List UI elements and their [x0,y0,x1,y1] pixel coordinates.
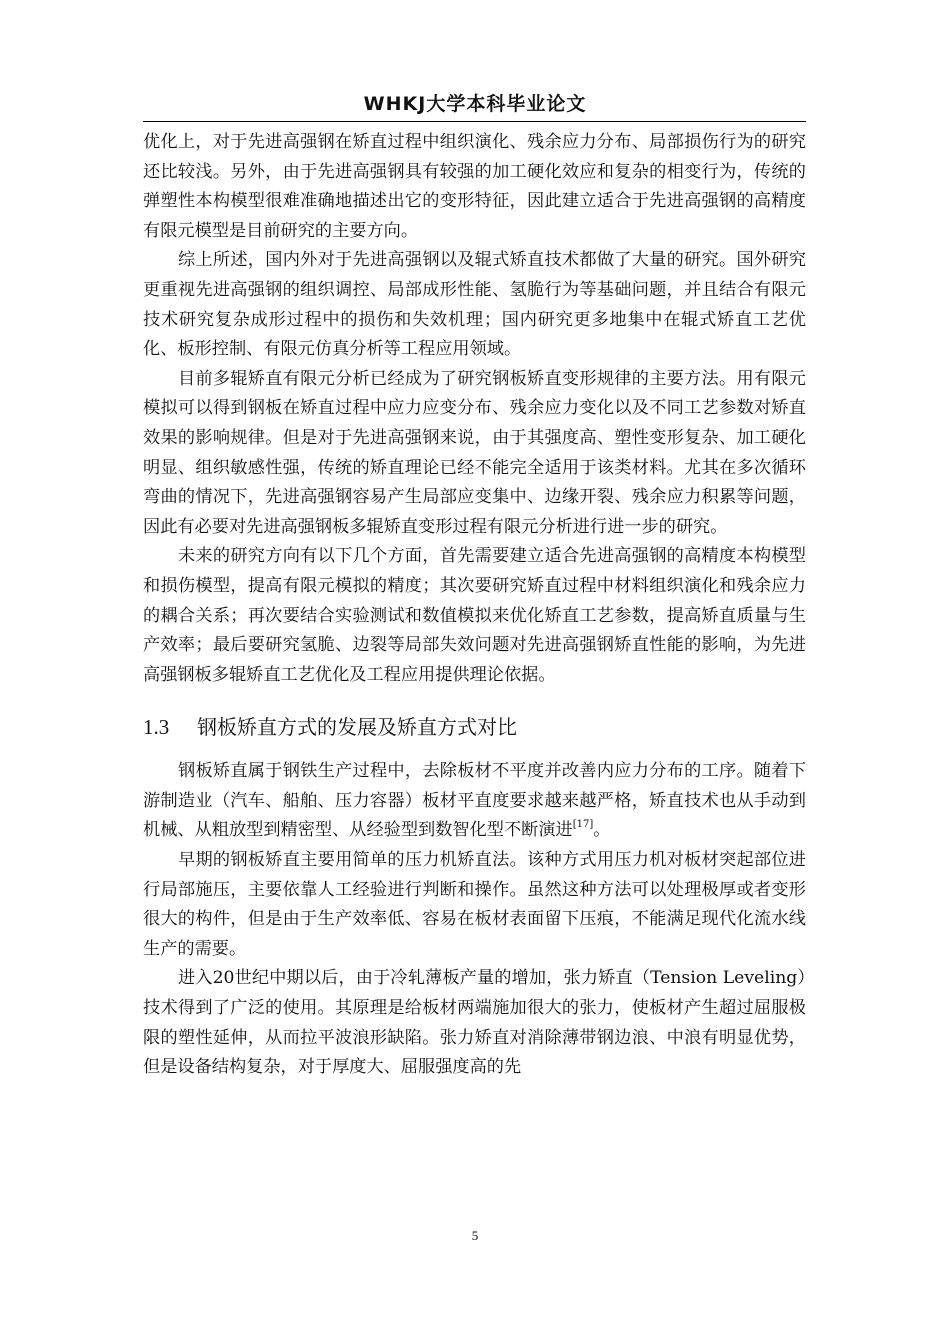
body-paragraph: 目前多辊矫直有限元分析已经成为了研究钢板矫直变形规律的主要方法。用有限元模拟可以得到钢板在矫直过程中应力应变分布、残余应力变化以及不同工艺参数对矫直效果的影响规律。但是对于先进高强钢来说，由于其强度高、塑性变形复杂、加工硬化明显、组织敏感性强，传统的矫直理论已经不能完全适用于该类材料。尤其在多次循环弯曲的情况下，先进高强钢容易产生局部应变集中、边缘开裂、残余应力积累等问题，因此有必要对先进高强钢板多辊矫直变形过程有限元分析进行进一步的研究。 [143,368,806,537]
body-paragraph [143,757,806,846]
running-header-title: WHKJ大学本科毕业论文 [363,93,587,115]
body-paragraph: 优化上，对于先进高强钢在矫直过程中组织演化、残余应力分布、局部损伤行为的研究还比较浅。另外，由于先进高强钢具有较强的加工硬化效应和复杂的相变行为，传统的弹塑性本构模型很难准确地描述出它的变形特征，因此建立适合于先进高强钢的高精度有限元模型是目前研究的主要方向。 [143,132,806,241]
citation-marker: [17] [572,819,594,831]
section-title: 钢板矫直方式的发展及矫直方式对比 [197,715,517,740]
header-rule [143,121,806,122]
section-heading [143,712,806,742]
body-paragraph: 综上所述，国内外对于先进高强钢以及辊式矫直技术都做了大量的研究。国外研究更重视先进高强钢的组织调控、局部成形性能、氢脆行为等基础问题，并且结合有限元技术研究复杂成形过程中的损伤和失效机理；国内研究更多地集中在辊式矫直工艺优化、板形控制、有限元仿真分析等工程应用领域。 [143,250,806,360]
paragraph-text: 钢板矫直属于钢铁生产过程中，去除板材不平度并改善内应力分布的工序。随着下游制造业（汽车、船舶、压力容器）板材平直度要求越来越严格，矫直技术也从手动到机械、从粗放型到精密型、从经验型到数智化型不断演进 [143,761,806,841]
body-paragraph: 未来的研究方向有以下几个方面，首先需要建立适合先进高强钢的高精度本构模型和损伤模型，提高有限元模拟的精度；其次要研究矫直过程中材料组织演化和残余应力的耦合关系；再次要结合实验测试和数值模拟来优化矫直工艺参数，提高矫直质量与生产效率；最后要研究氢脆、边裂等局部失效问题对先进高强钢矫直性能的影响，为先进高强钢板多辊矫直工艺优化及工程应用提供理论依据。 [143,546,806,685]
body-paragraph: 进入20世纪中期以后，由于冷轧薄板产量的增加，张力矫直（Tension Leveling）技术得到了广泛的使用。其原理是给板材两端施加很大的张力，使板材产生超过屈服极限的塑性延伸，从而拉平波浪形缺陷。张力矫直对消除薄带钢边浪、中浪有明显优势，但是设备结构复杂，对于厚度大、屈服强度高的先 [143,968,806,1078]
section-number: 1.3 [143,715,170,740]
page-number: 5 [471,1228,479,1243]
body-paragraph: 早期的钢板矫直主要用简单的压力机矫直法。该种方式用压力机对板材突起部位进行局部施压，主要依靠人工经验进行判断和操作。虽然这种方法可以处理极厚或者变形很大的构件，但是由于生产效率低、容易在板材表面留下压痕，不能满足现代化流水线生产的需要。 [143,850,806,959]
page-body [143,128,806,1083]
paragraph-suffix: 。 [593,820,611,841]
